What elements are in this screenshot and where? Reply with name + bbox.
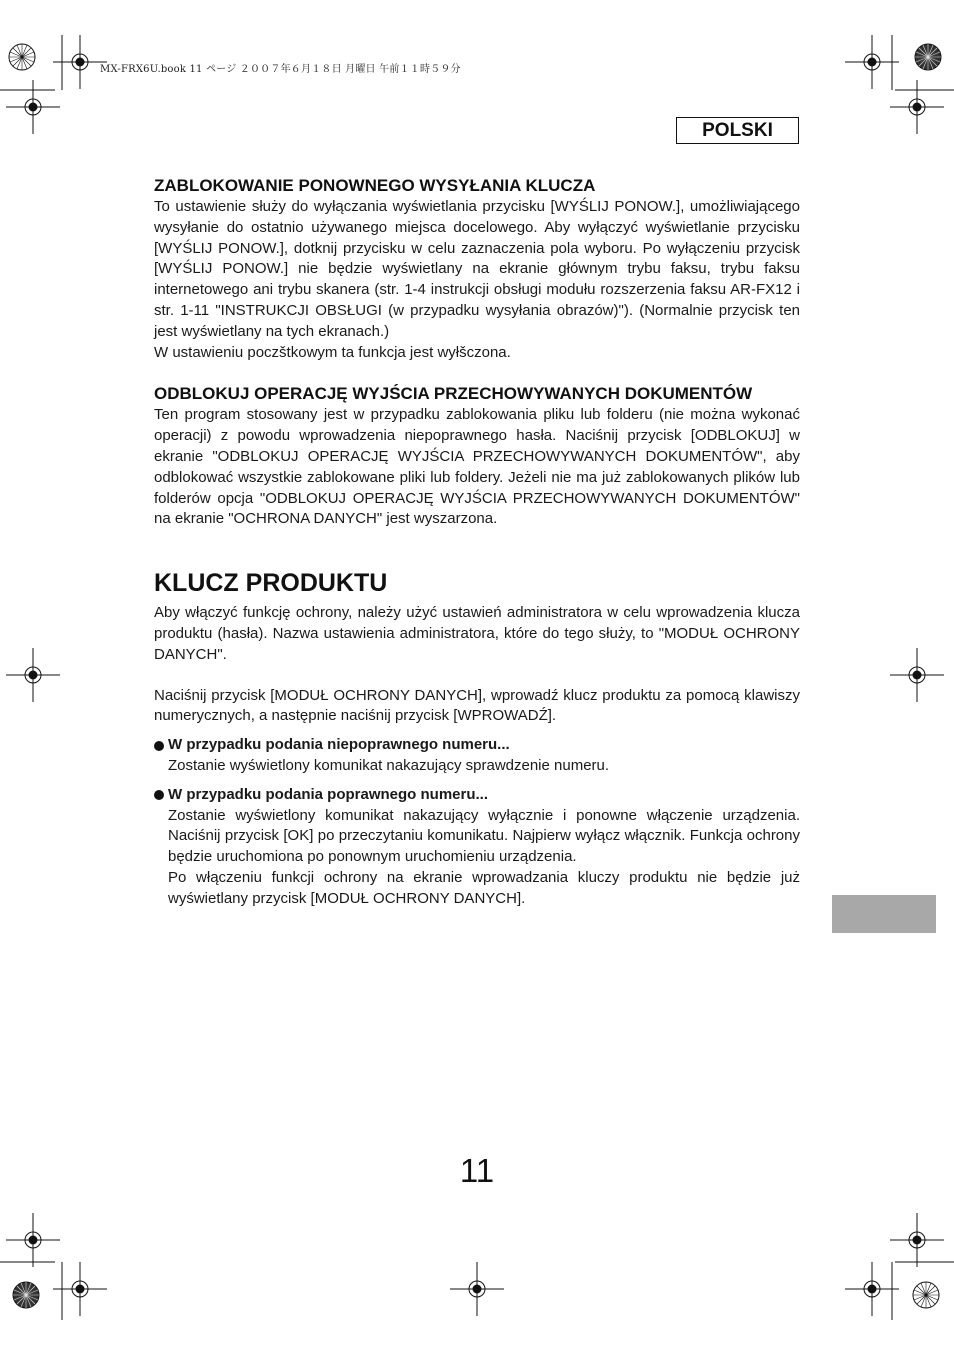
starburst-target-icon xyxy=(915,44,941,70)
registration-mark-icon xyxy=(6,80,60,134)
section-product-key xyxy=(154,567,800,909)
registration-mark-icon xyxy=(53,1262,107,1316)
section-resend-lock xyxy=(154,175,800,363)
registration-mark-icon xyxy=(845,35,899,89)
list-item xyxy=(154,735,800,777)
starburst-target-icon xyxy=(13,1282,39,1308)
paragraph: Ten program stosowany jest w przypadku zablokowania pliku lub folderu (nie można wykonać operacji) z powodu wprowadzenia niepoprawnego hasła. Naciśnij przycisk [ODBLOKUJ] w ekranie "ODBLOKUJ OPERACJĘ WYJŚCIA PRZECHOWYWANYCH DOKUMENTÓW", aby odblokować wszystkie zablokowane pliki lub foldery. Jeżeli nie ma już zablokowanych plików lub folderów opcja "ODBLOKUJ OPERACJĘ WYJŚCIA PRZECHOWYWANYCH DOKUMENTÓW" na ekranie "OCHRONA DANYCH" jest wyszarzona. xyxy=(154,406,800,528)
section-heading: ODBLOKUJ OPERACJĘ WYJŚCIA PRZECHOWYWANYCH DOKUMENTÓW xyxy=(154,384,753,404)
starburst-target-icon xyxy=(9,44,35,70)
page-number: 11 xyxy=(459,1152,495,1189)
paragraph: To ustawienie służy do wyłączania wyświetlania przycisku [WYŚLIJ PONOW.], umożliwiającego wysyłanie do ostatnio używanego miejsca docelowego. Aby wyłączyć wyświetlanie przycisku [WYŚLIJ PONOW.], dotknij przycisku w celu zaznaczenia pola wyboru. Po wyłączeniu przycisk [WYŚLIJ PONOW.] nie będzie wyświetlany na ekranie głównym trybu faksu, trybu faksu internetowego ani trybu skanera (str. 1-4 instrukcji obsługi modułu rozszerzenia faksu AR-FX12 i str. 1-11 "INSTRUKCJI OBSŁUGI (w przypadku wysyłania obrazów)"). (Normalnie przycisk ten jest wyświetlany na tych ekranach.) xyxy=(154,198,800,340)
bullet-title: W przypadku podania poprawnego numeru... xyxy=(168,785,489,803)
registration-mark-icon xyxy=(6,1213,60,1267)
bullet-text: Zostanie wyświetlony komunikat nakazujący sprawdzenie numeru. xyxy=(168,756,610,774)
main-heading: KLUCZ PRODUKTU xyxy=(154,569,388,598)
starburst-target-icon xyxy=(913,1282,939,1308)
registration-mark-icon xyxy=(890,80,944,134)
bullet-text: Zostanie wyświetlony komunikat nakazujący wyłącznie i ponowne włączenie urządzenia. Naciśnij przycisk [OK] po przeczytaniu komunikatu. Najpierw wyłącz włącznik. Funkcja ochrony będzie uruchomiona po ponownym uruchomieniu urządzenia. xyxy=(168,806,800,866)
paragraph: W ustawieniu poczštkowym ta funkcja jest wyłšczona. xyxy=(154,343,511,361)
bullet-text: Po włączeniu funkcji ochrony na ekranie wprowadzania kluczy produktu nie będzie już wyświetlany przycisk [MODUŁ OCHRONY DANYCH]. xyxy=(168,868,800,907)
section-tab-marker xyxy=(832,895,936,933)
bullet-icon xyxy=(154,741,164,751)
section-unlock-stored-docs xyxy=(154,383,800,530)
bullet-icon xyxy=(154,790,164,800)
registration-mark-icon xyxy=(53,35,107,89)
registration-mark-icon xyxy=(890,1213,944,1267)
document-body xyxy=(154,175,800,910)
paragraph: Aby włączyć funkcję ochrony, należy użyć ustawień administratora w celu wprowadzenia klucza produktu (hasła). Nazwa ustawienia administratora, które do tego służy, to "MODUŁ OCHRONY DANYCH". xyxy=(154,604,800,663)
section-heading: ZABLOKOWANIE PONOWNEGO WYSYŁANIA KLUCZA xyxy=(154,176,596,195)
list-item xyxy=(154,785,800,910)
bullet-title: W przypadku podania niepoprawnego numeru... xyxy=(168,736,510,754)
registration-mark-icon xyxy=(450,1262,504,1316)
registration-mark-icon xyxy=(6,648,60,702)
print-header: MX-FRX6U.book 11 ページ ２００７年６月１８日 月曜日 午前１１時５９分 xyxy=(100,64,461,75)
language-label: POLSKI xyxy=(676,117,799,144)
paragraph: Naciśnij przycisk [MODUŁ OCHRONY DANYCH], wprowadź klucz produktu za pomocą klawiszy numerycznych, a następnie naciśnij przycisk [WPROWADŹ]. xyxy=(154,686,800,725)
registration-mark-icon xyxy=(890,648,944,702)
registration-mark-icon xyxy=(845,1262,899,1316)
